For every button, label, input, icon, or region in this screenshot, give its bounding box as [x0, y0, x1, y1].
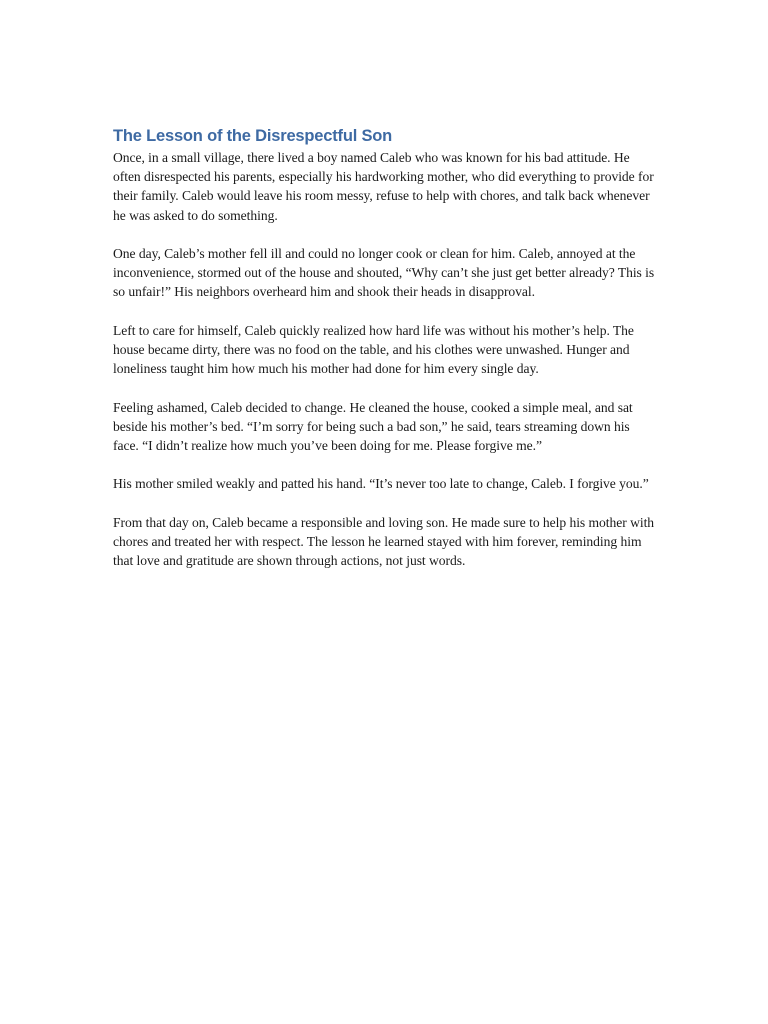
document-title: The Lesson of the Disrespectful Son [113, 127, 393, 145]
paragraph-4: Feeling ashamed, Caleb decided to change. He cleaned the house, cooked a simple meal, and sat beside his mother’s bed. “I’m sorry for being such a bad son,” he said, tears streaming down his face. “I didn’t realize how much you’ve been doing for me. Please forgive me.” [113, 399, 633, 453]
paragraph-5: His mother smiled weakly and patted his hand. “It’s never too late to change, Caleb. I forgive you.” [113, 476, 649, 492]
paragraph-6: From that day on, Caleb became a responsible and loving son. He made sure to help his mother with chores and treated her with respect. The lesson he learned stayed with him forever, reminding him that love and gratitude are shown through actions, not just words. [113, 514, 655, 569]
paragraph-1: Once, in a small village, there lived a boy named Caleb who was known for his bad attitude. He often disrespected his parents, especially his hardworking mother, who did everything to provide for their family. Caleb would leave his room messy, refuse to help with chores, and talk back whenever he was asked to do something. [113, 150, 654, 223]
paragraph-2: One day, Caleb’s mother fell ill and could no longer cook or clean for him. Caleb, annoyed at the inconvenience, stormed out of the house and shouted, “Why can’t she just get better already? This is so unfair!” His neighbors overheard him and shook their heads in disapproval. [113, 246, 655, 300]
paragraph-3: Left to care for himself, Caleb quickly realized how hard life was without his mother’s help. The house became dirty, there was no food on the table, and his clothes were unwashed. Hunger and loneliness taught him how much his mother had done for him every single day. [113, 322, 634, 377]
document-body [113, 124, 658, 590]
